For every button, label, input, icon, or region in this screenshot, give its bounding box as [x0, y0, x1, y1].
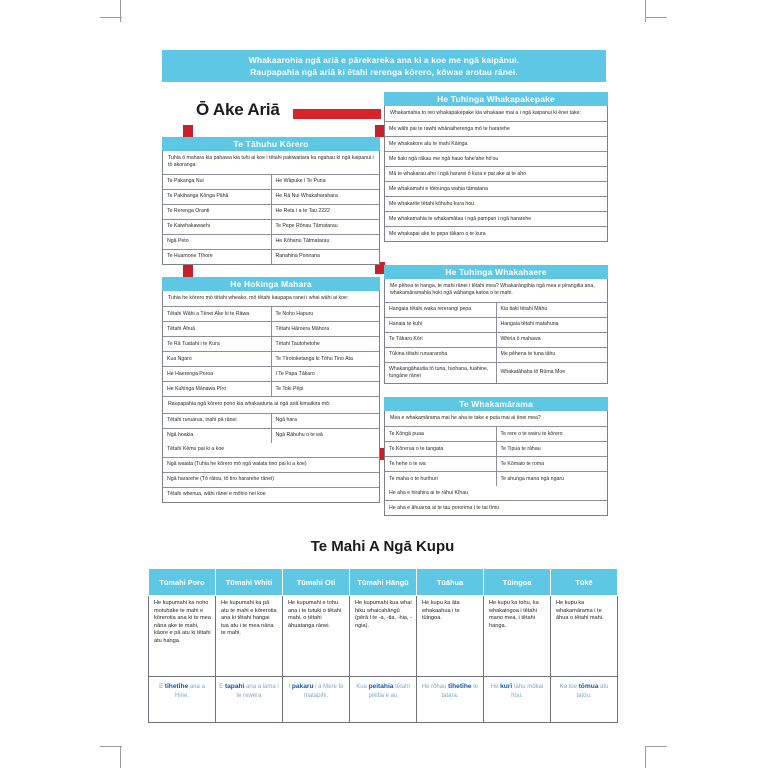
panel-tuhinga-whakapakepake [384, 92, 608, 242]
table-row [163, 487, 379, 502]
table-whakapakepake [385, 122, 607, 241]
cell: Me tiaki ngā rākau me ngā hauo fahe'ahe hō'ou [385, 152, 607, 167]
table-row [385, 427, 607, 442]
cell-example [283, 677, 350, 723]
cell: Te Tipua te rāhau [496, 442, 607, 457]
example-post: atu tatou. [576, 684, 609, 699]
cell-description: He kupumahi e tohu ana i te tutuki o tētahi mahi, o tētahi āhuatanga rānei. [283, 596, 350, 677]
example-pre: Kua [356, 684, 369, 690]
cell: He Rā Nui Whakaharahara [271, 189, 379, 204]
table-row [163, 428, 379, 443]
cell-example [149, 677, 216, 723]
table-row [163, 414, 379, 429]
word-work-section [148, 568, 618, 723]
example-post: te tatara. [441, 684, 479, 699]
table-row [163, 249, 379, 264]
table-header-row [149, 569, 618, 596]
table-row [385, 303, 607, 318]
page-title: Ō Ake Ariā [196, 100, 280, 119]
table-row [385, 472, 607, 487]
cell: Tētahi ruruarua, inahi pā rānei [163, 414, 271, 429]
instruction-banner [162, 50, 606, 82]
panel-body-whakahaere [384, 279, 608, 384]
table-row [163, 457, 379, 472]
table-row [385, 182, 607, 197]
cell: He aha e hirahira ai te rāhui Kīhau [385, 486, 607, 501]
cell: Ngā waiata (Tuhia he kōrero mō ngā waiata tino pai ki a koe) [163, 457, 379, 472]
cell: Ngā hoakia [163, 428, 271, 443]
word-work-title: Te Mahi A Ngā Kupu [310, 538, 455, 555]
table-row [385, 486, 607, 501]
table-whakahaere [385, 303, 607, 383]
panel-body-whakapakepake [384, 106, 608, 242]
cell: Te Pepe Rōnau Tāmatarau [271, 219, 379, 234]
table-hokinga-list [163, 443, 379, 502]
cell: Te Tākaro Kōri [385, 332, 496, 347]
panel-intro-whakapakepake: Whakamahia to reo whakapakepake kia whakaae mai a i ngā kaipanui ki ēnei take: [385, 106, 607, 122]
cell: I Te Papa Tākaro [271, 367, 379, 382]
cell: Te Pakanga Nui [163, 175, 271, 190]
cell: Te maha o te hurihuri [385, 472, 496, 487]
example-keyword: tīhetīhe [164, 683, 189, 690]
instruction-line-2: Raupapahia ngā ariā ki ētahi rerenga kōrero, kōwae arotau rānei. [250, 67, 518, 77]
table-row [385, 442, 607, 457]
cell: Me pēhena te tuna tāhu [496, 347, 607, 362]
example-keyword: peitahia [368, 683, 394, 690]
example-pre: E [159, 684, 165, 690]
cell: Te Kōrerua o te tangata [385, 442, 496, 457]
table-row [163, 443, 379, 458]
table-row [163, 337, 379, 352]
cell-description: He kupumahi kua whai hiku whaicahāngū (pērā i te -a, -tia, -hia, -ngia). [350, 596, 417, 677]
panel-body-whakamarama [384, 411, 608, 516]
example-pre: Ka toe [559, 684, 579, 690]
cell: Ngā Peto [163, 234, 271, 249]
cell: Whakangāhautia tō tuna, tuohana, tuahine, tungāne rānei [385, 362, 496, 383]
cell: Te Pakihanga Kōnga Pāhā [163, 189, 271, 204]
table-row-examples [149, 677, 618, 723]
cell: Hanaia te kuhi [385, 317, 496, 332]
panel-body-tahuhu [162, 151, 380, 265]
table-row [163, 367, 379, 382]
table-row [385, 197, 607, 212]
panel-heading-tahuhu: Te Tāhuhu Kōrero [162, 137, 380, 151]
example-keyword: tapahi [224, 683, 245, 690]
cell-description: He kupumahi ka noho motuhake te mahi e kōrerotia ana ki te mea nāna ake te mahi, kāore e pā atu ki tētahi atu hanga. [149, 596, 216, 677]
column-header-tumahi-poro: Tūmahi Poro [149, 569, 216, 596]
example-post: ana a Hine. [174, 684, 205, 699]
cell: Hangaia tētahi matahuna [496, 317, 607, 332]
table-row [385, 362, 607, 383]
example-keyword: kurī [500, 683, 513, 690]
cell: Te rere o te wairu te kōrero [496, 427, 607, 442]
table-whakamarama [385, 427, 607, 486]
panel-intro-whakamarama: Mea e whakamārama mai he aha te take e puta mai ai ēnei mea? [385, 411, 607, 427]
cell: Me whakapai ake te pepa tākaro o te kura [389, 230, 486, 237]
cell: Tētahi Kēmu pai ki a koe [163, 443, 379, 458]
example-keyword: tōmua [578, 683, 599, 690]
table-word-work [148, 568, 618, 723]
column-header-tumahi-hangu: Tūmahi Hāngū [350, 569, 417, 596]
cell: Te Rā Tuatahi i te Kura [163, 337, 271, 352]
column-header-tuahua: Tūāhua [417, 569, 484, 596]
panel-heading-whakahaere: He Tuhinga Whakahaere [384, 265, 608, 279]
table-row [385, 137, 607, 152]
example-pre: He [490, 684, 501, 690]
panel-tuhinga-whakahaere [384, 265, 608, 384]
cell: Tētahi Hāroera Māhora [271, 322, 379, 337]
cell: Me whakamahia te whakamātau i ngā pampan i ngā hararehe [385, 212, 607, 227]
table-row [163, 307, 379, 322]
cell: Te Huamone Tīhore [163, 249, 271, 264]
table-row [385, 212, 607, 227]
table-row [385, 457, 607, 472]
example-post: tāhu mōkai hou. [511, 684, 544, 699]
table-row [385, 122, 607, 137]
cell: Ranahina Ponirana [275, 253, 320, 260]
column-header-tumahi-oti: Tūmahi Oti [283, 569, 350, 596]
panel-heading-hokinga: He Hokinga Mahara [162, 277, 380, 291]
panel-hokinga-mahara [162, 277, 380, 503]
column-header-tuingoa: Tūingoa [484, 569, 551, 596]
cell: Mā te whakarau aho i ngā hararei ō kura e pai ake ai te aho [385, 167, 607, 182]
example-pre: I [288, 684, 292, 690]
cell: He aha e āhuaroa ai te tau pororima i te tai tīmu [389, 504, 500, 511]
title-accent-bar [293, 109, 381, 119]
panel-subnote-hokinga: Raupapahia ngā kōrero pono kia whakaaturia ai ngā ariā kimaikira mō: [163, 396, 379, 413]
example-pre: He rōhau [421, 684, 449, 690]
table-row-descriptions [149, 596, 618, 677]
cell: Tūkina tētahi ruruararoha [385, 347, 496, 362]
cell: Tētahi Tautohetohe [271, 337, 379, 352]
cell: Tētahi Wāhi a Tēnei Ake ki te Rāwa [163, 307, 271, 322]
table-row [163, 234, 379, 249]
panel-tahuhu-korero [162, 137, 380, 265]
table-hokinga-secondary [163, 414, 379, 443]
example-pre: E [219, 684, 225, 690]
table-row [385, 152, 607, 167]
table-row [385, 227, 607, 242]
cell: Kua Ngaro [163, 352, 271, 367]
table-row [163, 175, 379, 190]
cell: He Reta i a te Tau 2222 [271, 204, 379, 219]
table-row [163, 472, 379, 487]
cell-example [551, 677, 618, 723]
cell: Me whakarite tētahi kōhuhu kura hou [385, 197, 607, 212]
table-row [163, 382, 379, 397]
example-post: tētahi pikitia e au [368, 684, 410, 699]
panel-intro-hokinga: Tuhia he kōrero mō tētahi wheako, mō tētahi kaupapa ranei i whai wāhi ai koe: [163, 291, 379, 307]
cell: Kia tiaki tētahi Māhu [496, 303, 607, 318]
cell: Te Rerenga Oranti [163, 204, 271, 219]
cell: Hangaia tētahi waka rererangi pepa [385, 303, 496, 318]
cell: Te Toki Pēpi [275, 385, 304, 392]
cell: Tētahi Āhuā [163, 322, 271, 337]
cell-description: He kupumahi ka pā atu te mahi e kōrerotia ana ki tētahi hangai tua atu i te mea nāna te mahi. [216, 596, 283, 677]
table-row [163, 204, 379, 219]
cell-description: He kupu ka whakamārama i te āhua o tētahi mahi. [551, 596, 618, 677]
table-row [163, 322, 379, 337]
cell: Tētahi whenua, wāhi rānei e mōhio nei koe [167, 491, 266, 498]
panel-intro-whakahaere: Me pēhea te hanga, te mahi rānei i tētahi mea? Whakarāngihia ngā mea e pirangitia ana, whakamāramahia hoki ngā wāhanga katoa o te mahi. [385, 279, 607, 303]
cell: Ngā hara [271, 414, 379, 429]
panel-body-hokinga [162, 291, 380, 503]
panel-intro-tahuhu: Tuhia ō mahara kia pahawa kia tuhi ai koe i tētahi pakiwaitara ka ngahau ki ngā kaipanui i tō akoranga: [163, 151, 379, 175]
cell: Te Tīrotoketanga ki Tōhu Tino Ata [271, 352, 379, 367]
table-row [163, 189, 379, 204]
example-post: ana a lama i te rewera [236, 684, 279, 699]
table-row [385, 317, 607, 332]
cell-description: He kupu ka āta whakaahua i te tūingoa. [417, 596, 484, 677]
instruction-line-1: Whakaarohia ngā ariā e pārekareka ana ki a koe me ngā kaipānui. [248, 55, 520, 65]
panel-heading-whakapakepake: He Tuhinga Whakapakepake [384, 92, 608, 106]
cell-description: He kupu ka tohu, ka whakaingoa i tētahi mano mea, i tētahi hanga. [484, 596, 551, 677]
example-post: i a Mere te matapihi. [303, 684, 344, 699]
cell: He Kuhinga Mānawa Pīro [163, 382, 271, 397]
cell: Ngā hararehe (Tō rātou, tō tiro hararehe rānei) [163, 472, 379, 487]
accent-square-tahuhu [183, 125, 193, 137]
table-tahuhu [163, 175, 379, 264]
table-row [163, 352, 379, 367]
cell: Te hehe o te wa [385, 457, 496, 472]
table-row [385, 332, 607, 347]
cell: Te Kaiwhakawaehi [163, 219, 271, 234]
cell: Me whakakore atu te mahi Kāinga [385, 137, 607, 152]
accent-square-hokinga [183, 265, 193, 277]
table-hokinga-primary [163, 307, 379, 396]
cell: He Haerenga Poroa [163, 367, 271, 382]
column-header-tumahi-whiti: Tūmahi Whiti [216, 569, 283, 596]
panel-te-whakamarama [384, 397, 608, 516]
example-keyword: pakaru [291, 683, 314, 690]
table-row [163, 219, 379, 234]
cell: Te ahunga mana ngā ngaru [500, 475, 564, 482]
example-keyword: tīhetīhe [448, 683, 472, 690]
table-whakamarama-list [385, 486, 607, 515]
cell: Whiria ō mahawa [496, 332, 607, 347]
cell: He Kōhanu Tātmatarau [271, 234, 379, 249]
table-row [385, 347, 607, 362]
column-header-tuke: Tūkē [551, 569, 618, 596]
table-row [385, 501, 607, 516]
cell: Te Kōmaio te roma [496, 457, 607, 472]
panel-heading-whakamarama: Te Whakamārama [384, 397, 608, 411]
cell-example [484, 677, 551, 723]
cell: He Wāpuke i Te Puna [271, 175, 379, 190]
cell: Ngā Rāhuhu o te wā [275, 432, 323, 439]
cell-example [216, 677, 283, 723]
cell-example [350, 677, 417, 723]
cell-example [417, 677, 484, 723]
cell: Me wāhi pai te rawhi whānaiherenga mō te hararehe [385, 122, 607, 137]
table-row [385, 167, 607, 182]
cell: Me whakamahi e tōtounga wahia tāmatana [385, 182, 607, 197]
cell: Te Noho Hapuru [271, 307, 379, 322]
cell: Whakatāhaha tō Rūma Moe [500, 369, 566, 376]
cell: Te Kōngā puaa [385, 427, 496, 442]
